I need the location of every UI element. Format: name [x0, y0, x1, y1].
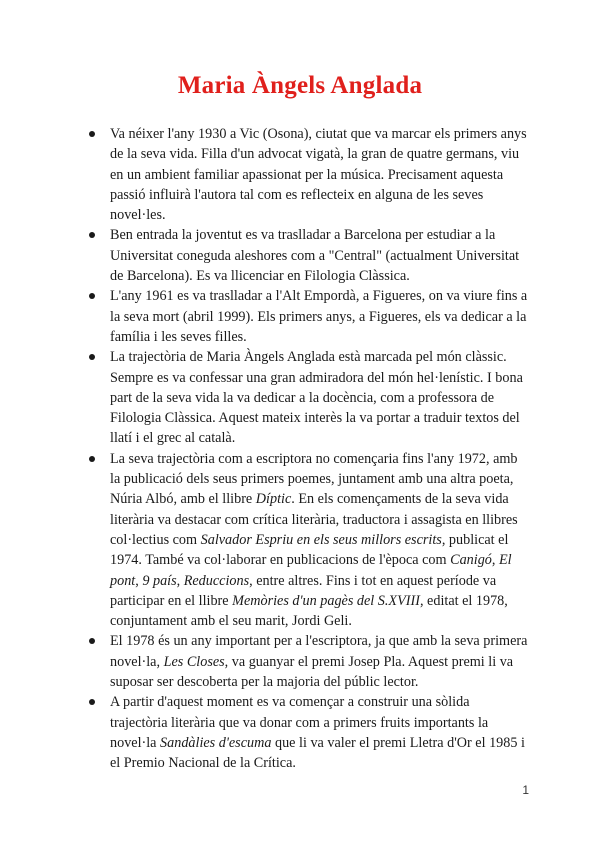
- item-text: ,: [176, 572, 184, 589]
- list-item: [0, 347, 600, 448]
- item-text: Ben entrada la joventut es va traslladar a Barcelona per estudiar a la Universitat coneguda aleshores com a "Central" (actualment Universitat de Barcelona). Es va llicenciar en Filologia Clàssica.: [110, 227, 520, 285]
- book-title-espriu: Salvador Espriu en els seus millors escrits: [200, 531, 442, 548]
- publication-reduccions: Reduccions: [183, 572, 250, 589]
- item-text: L'any 1961 es va traslladar a l'Alt Empordà, a Figueres, on va viure fins a la seva mort (abril 1999). Els primers anys, a Figueres, els va dedicar a la família i les seves filles.: [110, 288, 528, 345]
- item-text: La seva trajectòria com a escriptora no començaria fins l'any 1972, amb la publicació dels seus primers poemes, juntament amb una altra poeta, Núria Albó, amb el llibre: [110, 450, 518, 508]
- list-item: [0, 286, 600, 347]
- bullet-icon: [89, 293, 95, 299]
- list-item: [0, 631, 600, 692]
- publication-canigo: Canigó: [450, 552, 492, 569]
- item-text: El 1978 és un any important per a l'escriptora, ja que amb la seva primera novel·la,: [110, 633, 528, 670]
- item-text: , va guanyar el premi Josep Pla. Aquest premi li va suposar ser descoberta per la majoria del públic lector.: [110, 653, 514, 691]
- item-text: ,: [135, 572, 143, 589]
- item-text: A partir d'aquest moment es va començar a construir una sòlida trajectòria literària que va donar com a primers fruits importants la novel·la: [110, 694, 489, 751]
- bullet-icon: [89, 232, 95, 238]
- publication-el-pont: El pont: [110, 552, 512, 589]
- item-text: que li va valer el premi Lletra d'Or el 1985 i el Premio Nacional de la Crítica.: [110, 734, 525, 772]
- book-title-les-closes: Les Closes: [163, 653, 225, 670]
- list-item: [0, 692, 600, 773]
- item-text: Va néixer l'any 1930 a Vic (Osona), ciutat que va marcar els primers anys de la seva vida. Filla d'un advocat vigatà, la gran de quatre germans, viu en un ambient familiar apassionat per la música. Precisament aquesta passió influirà l'autora tal com es reflecteix en alguna de les seves novel·les.: [110, 126, 527, 224]
- item-text: ,: [491, 552, 499, 569]
- page-number: 1: [522, 783, 529, 797]
- page-title: Maria Àngels Anglada: [177, 72, 423, 99]
- list-item: [0, 124, 600, 225]
- item-text: La trajectòria de Maria Àngels Anglada està marcada pel món clàssic. Sempre es va confessar una gran admiradora del món hel·lenístic. I bona part de la seva vida la va dedicar a la docència, com a professora de Filologia Clàssica. Aquest mateix interès la va portar a traduir textos del llatí i el grec al català.: [110, 349, 523, 447]
- item-text: . En els començaments de la seva vida literària va destacar com crítica literària, traductora i assagista en llibres col·lectius com: [110, 491, 518, 548]
- bullet-icon: [89, 131, 95, 137]
- publication-9-pais: 9 país: [142, 572, 177, 589]
- bullet-list: [0, 124, 600, 774]
- book-title-diptic: Díptic: [255, 491, 292, 508]
- bullet-icon: [89, 456, 95, 462]
- book-title-sandalies: Sandàlies d'escuma: [160, 734, 272, 751]
- list-item: [0, 449, 600, 632]
- book-title-memories: Memòries d'un pagès del S.XVIII: [232, 592, 420, 609]
- item-text: , editat el 1978, conjuntament amb el seu marit, Jordi Geli.: [110, 592, 508, 630]
- bullet-icon: [89, 354, 95, 360]
- bullet-icon: [89, 638, 95, 644]
- item-text: , entre altres. Fins i tot en aquest període va participar en el llibre: [110, 572, 497, 609]
- list-item: [0, 225, 600, 286]
- bullet-icon: [89, 699, 95, 705]
- item-text: , publicat el 1974. També va col·laborar en publicacions de l'època com: [110, 531, 509, 569]
